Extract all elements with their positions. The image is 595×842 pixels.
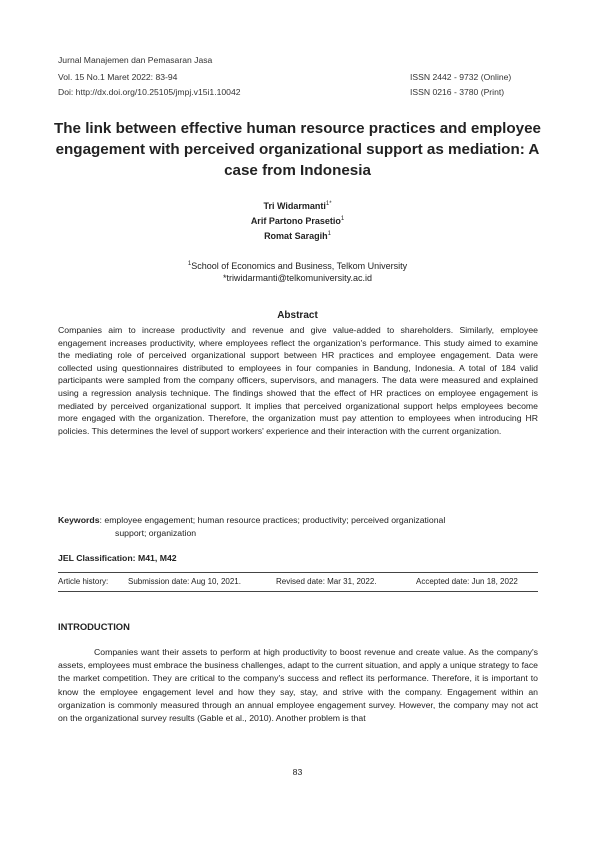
- history-label: Article history:: [58, 577, 109, 586]
- submission-date: Submission date: Aug 10, 2021.: [128, 577, 241, 586]
- introduction-heading: INTRODUCTION: [58, 621, 130, 632]
- author-name: Tri Widarmanti: [263, 201, 326, 211]
- keywords-label: Keywords: [58, 515, 100, 525]
- issn-print: ISSN 0216 - 3780 (Print): [410, 87, 505, 97]
- keywords-line-1: : employee engagement; human resource practices; productivity; perceived organizational: [99, 515, 446, 525]
- affiliation-mark: 1: [187, 261, 192, 267]
- keywords-line-2: support; organization: [115, 528, 197, 539]
- paper-title: The link between effective human resource practices and employee engagement with perceived organizational support as mediation: A case from Indonesia: [53, 120, 542, 179]
- history-bottom-rule: [58, 591, 538, 592]
- revised-date: Revised date: Mar 31, 2022.: [276, 577, 377, 586]
- author-1: [0, 197, 595, 213]
- author-name: Arif Partono Prasetio: [250, 216, 341, 226]
- author-mark: 1*: [325, 201, 332, 207]
- author-mark: 1: [340, 216, 345, 222]
- volume-info: Vol. 15 No.1 Maret 2022: 83-94: [58, 72, 178, 82]
- author-2: [0, 212, 595, 228]
- author-name: Romat Saragih: [264, 231, 328, 241]
- abstract-heading: Abstract: [277, 310, 318, 321]
- accepted-date: Accepted date: Jun 18, 2022: [416, 577, 518, 586]
- page-number: 83: [292, 767, 303, 777]
- journal-name: Jurnal Manajemen dan Pemasaran Jasa: [58, 55, 213, 65]
- author-mark: 1: [327, 231, 331, 237]
- affiliation-text: School of Economics and Business, Telkom University: [191, 261, 408, 271]
- author-3: [0, 227, 595, 243]
- history-top-rule: [58, 572, 538, 573]
- keywords: [58, 514, 538, 540]
- doi-link[interactable]: Doi: http://dx.doi.org/10.25105/jmpj.v15i1.10042: [58, 87, 241, 97]
- jel-classification: JEL Classification: M41, M42: [58, 553, 177, 563]
- abstract-text: Companies aim to increase productivity and revenue and give value-added to shareholders. Similarly, employee engagement increases productivity, where employees reflect the organization's performance. This study aimed to examine the mediating role of perceived organizational support between HR practices and employee engagement. Data were collected using questionnaires distributed to employees in four companies in Bandung, Indonesia. A total of 184 valid participants were sampled from the company officers, supervisors, and managers. The data were measured and explained using a regression analysis technique. The findings showed that the effect of HR practices on employee engagement is mediated by perceived organizational support. It implies that perceived organizational support helps employees become more engaged with the organization. Therefore, the organization must pay attention to employees when introducing HR policies. This determines the level of support workers' experience and their interaction with the current organization.: [58, 325, 538, 436]
- email-link[interactable]: *triwidarmanti@telkomuniversity.ac.id: [222, 273, 372, 283]
- affiliation: [0, 258, 595, 273]
- issn-online: ISSN 2442 - 9732 (Online): [410, 72, 512, 82]
- introduction-text: Companies want their assets to perform at high productivity to boost revenue and create value. As the company's assets, employees must embrace the business challenges, adapt to the current situation, and apply a unique strategy to face the market competition. They are critical to the company's success and reflect its performance. Therefore, it is important to know the employee engagement level and how they say, stay, and strive with the company. Engagement within an organization is commonly measured through an annual employee engagement survey. However, the company may not act on the organizational survey results (Gable et al., 2010). Another problem is that: [58, 647, 538, 724]
